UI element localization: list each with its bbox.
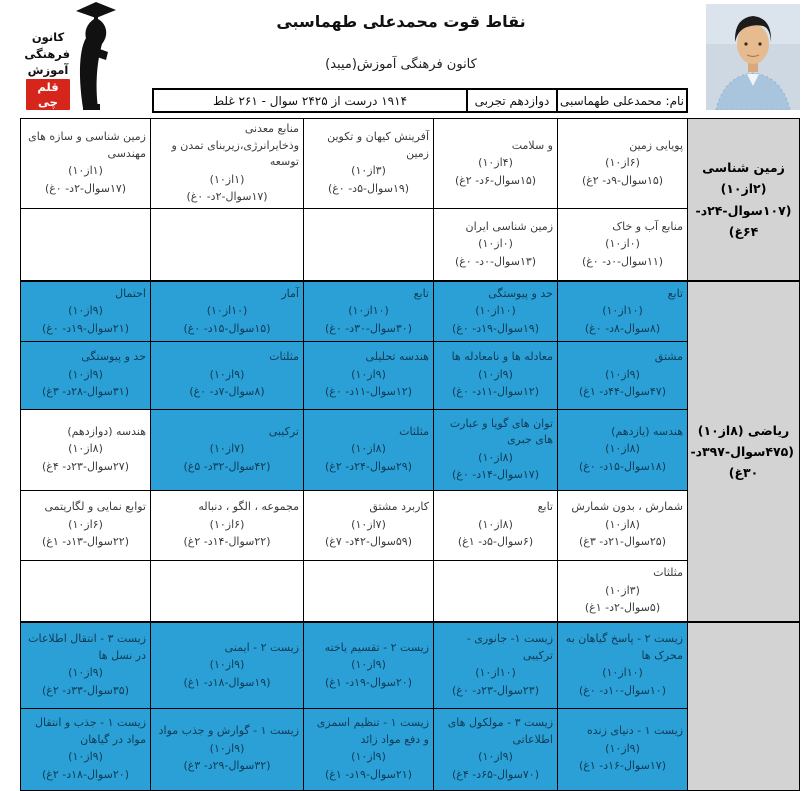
topic-detail: (۱۵سوال-۶د- ۲غ) — [454, 173, 537, 187]
table-row — [21, 622, 800, 708]
empty-cell — [151, 560, 304, 622]
topic-score: (۸از۱۰) — [68, 442, 103, 456]
topic-title: مشتق — [654, 350, 683, 364]
page-title: نقاط قوت محمدعلی طهماسبی — [276, 12, 526, 31]
topic-title: مثلثات — [653, 566, 683, 580]
topic-cell — [21, 490, 151, 560]
topic-detail: (۲۱سوال-۱۹د- ۰غ) — [41, 321, 130, 335]
topic-title: هندسه (دوازدهم) — [67, 424, 146, 438]
topic-cell — [21, 119, 151, 209]
topic-title: زیست ۲ - پاسخ گیاهان به محرک ها — [565, 632, 683, 662]
topic-score: (۱۰از۱۰) — [475, 666, 516, 680]
topic-score: (۹از۱۰) — [478, 367, 513, 381]
topic-score: (۱۰از۱۰) — [348, 304, 389, 318]
topic-cell — [434, 119, 558, 209]
topic-detail: (۱۹سوال-۱۸د- ۱غ) — [183, 675, 271, 689]
topic-score: (۸از۱۰) — [478, 517, 513, 531]
topic-detail: (۲۵سوال-۲۱د- ۳غ) — [578, 535, 667, 549]
empty-cell — [21, 208, 151, 281]
topic-cell — [434, 622, 558, 708]
topic-detail: (۲۹سوال-۲۴د- ۲غ) — [324, 459, 413, 473]
topic-title: شمارش ، بدون شمارش — [571, 500, 683, 514]
topic-score: (۷از۱۰) — [209, 442, 245, 456]
topic-cell — [558, 208, 688, 281]
topic-title: زمین شناسی و سازه های مهندسی — [28, 130, 146, 160]
empty-cell — [151, 208, 304, 281]
topic-cell — [304, 409, 434, 490]
subject-stats: (۱۰۷سوال-۲۴د- ۶۴غ) — [695, 202, 792, 239]
student-info-bar — [152, 88, 688, 113]
topic-cell — [151, 281, 304, 341]
topic-detail: (۷۰سوال-۶۵د- ۴غ) — [451, 767, 540, 781]
topic-title: زیست ۱ - گوارش و جذب مواد — [158, 724, 299, 738]
topic-title: آمار — [281, 286, 299, 300]
topic-title: هندسه (یازدهم) — [611, 424, 683, 438]
subject-label: زمین شناسی (۲از۱۰) — [702, 160, 785, 197]
topic-detail: (۸سوال-۷د- ۰غ) — [189, 385, 265, 399]
empty-cell — [21, 560, 151, 622]
topic-cell — [558, 341, 688, 409]
topic-cell — [21, 341, 151, 409]
topic-cell — [21, 281, 151, 341]
topic-score: (۹از۱۰) — [209, 367, 245, 381]
topic-score: (۹از۱۰) — [68, 304, 103, 318]
topic-cell — [151, 490, 304, 560]
topic-detail: (۱۹سوال-۱۹د- ۰غ) — [451, 321, 540, 335]
logo-word-ghalamchi: قلم چی — [26, 79, 70, 110]
topic-cell — [434, 208, 558, 281]
topic-title: و سلامت — [511, 138, 553, 152]
empty-cell — [304, 208, 434, 281]
topic-detail: (۳۰سوال-۳۰د- ۰غ) — [324, 321, 413, 335]
table-row — [21, 409, 800, 490]
topic-score: (۳از۱۰) — [605, 583, 640, 597]
topic-detail: (۵۹سوال-۴۲د- ۷غ) — [324, 535, 413, 549]
topic-cell — [304, 119, 434, 209]
topic-detail: (۱۵سوال-۱۵د- ۰غ) — [183, 321, 271, 335]
topic-detail: (۱۷سوال-۲د- ۰غ) — [44, 181, 127, 195]
topic-cell — [558, 490, 688, 560]
table-row — [21, 490, 800, 560]
topic-cell — [21, 708, 151, 790]
topic-score: (۸از۱۰) — [478, 450, 513, 464]
topic-title: حد و پیوستگی — [488, 286, 553, 300]
topic-cell — [304, 708, 434, 790]
topic-title: تابع — [537, 500, 553, 514]
topic-detail: (۱۲سوال-۱۱د- ۰غ) — [451, 385, 540, 399]
topic-title: منابع آب و خاک — [612, 219, 683, 233]
subject-label-cell — [688, 119, 800, 282]
topic-score: (۴از۱۰) — [478, 156, 513, 169]
logo-word-farhangi: فرهنگی — [24, 46, 70, 61]
table-row — [21, 281, 800, 341]
topic-detail: (۱۷سوال-۲د- ۰غ) — [186, 190, 268, 204]
topic-cell — [434, 281, 558, 341]
topic-title: زیست ۱ - تنظیم اسمزی و دفع مواد زائد — [316, 716, 429, 746]
topic-title: ترکیبی — [268, 424, 299, 438]
topic-score: (۹از۱۰) — [68, 750, 103, 764]
table-row — [21, 341, 800, 409]
topic-score: (۹از۱۰) — [605, 367, 640, 381]
empty-cell — [304, 560, 434, 622]
subject-stats: (۴۷۵سوال-۳۹۷د- ۳۰غ) — [690, 444, 794, 481]
topic-title: زیست ۲ - ایمنی — [224, 640, 299, 654]
topic-score: (۷از۱۰) — [351, 517, 386, 531]
topic-score: (۶از۱۰) — [209, 517, 245, 531]
topic-title: زیست ۱- جانوری - ترکیبی — [466, 632, 553, 662]
topic-title: پویایی زمین — [629, 138, 683, 152]
topic-cell — [434, 708, 558, 790]
topic-detail: (۲۰سوال-۱۸د- ۲غ) — [41, 767, 130, 781]
topic-score: (۹از۱۰) — [605, 741, 640, 755]
topic-cell — [151, 622, 304, 708]
topic-cell — [151, 409, 304, 490]
topic-detail: (۱۵سوال-۹د- ۲غ) — [581, 173, 664, 187]
subject-label: ریاضی (۸از۱۰) — [697, 422, 790, 438]
topic-detail: (۳۱سوال-۲۸د- ۳غ) — [41, 385, 130, 399]
topic-detail: (۲۰سوال-۱۹د- ۱غ) — [324, 675, 413, 689]
topic-cell — [21, 409, 151, 490]
table-row — [21, 560, 800, 622]
topic-title: توان های گویا و عبارت های جبری — [449, 416, 553, 447]
topic-detail: (۲۲سوال-۱۴د- ۲غ) — [183, 535, 271, 549]
topic-score: (۰از۱۰) — [605, 237, 640, 251]
student-photo — [706, 4, 800, 110]
topic-cell — [304, 281, 434, 341]
topic-detail: (۱۷سوال-۱۶د- ۱غ) — [578, 759, 667, 773]
topic-cell — [558, 119, 688, 209]
topic-score: (۹از۱۰) — [478, 750, 513, 764]
graduate-figure-icon — [70, 0, 118, 112]
topic-cell — [304, 341, 434, 409]
topic-detail: (۸سوال-۸د- ۰غ) — [584, 321, 661, 335]
topic-title: مثلثات — [269, 350, 299, 364]
topic-title: کاربرد مشتق — [369, 500, 429, 514]
topic-title: مجموعه ، الگو ، دنباله — [198, 500, 299, 514]
topic-title: احتمال — [115, 286, 146, 300]
topic-detail: (۲۳سوال-۲۳د- ۰غ) — [451, 683, 540, 697]
topic-cell — [21, 622, 151, 708]
topic-title: زیست ۱ - دنیای زنده — [586, 724, 683, 738]
subject-band — [21, 281, 800, 622]
table-row — [21, 208, 800, 281]
topic-cell — [434, 490, 558, 560]
topic-score: (۱۰از۱۰) — [602, 304, 643, 318]
topic-detail: (۳۲سوال-۲۹د- ۳غ) — [183, 759, 271, 773]
topic-score: (۱۰از۱۰) — [602, 666, 643, 680]
topic-detail: (۲۷سوال-۲۳د- ۴غ) — [41, 459, 130, 473]
subject-label-cell — [688, 622, 800, 790]
topic-title: معادله ها و نامعادله ها — [451, 350, 553, 364]
topic-score: (۶از۱۰) — [68, 517, 103, 531]
topic-title: هندسه تحلیلی — [365, 350, 429, 364]
topic-score: (۶از۱۰) — [605, 156, 640, 169]
logo-word-amoozesh: آموزش — [27, 62, 69, 77]
topic-detail: (۱۱سوال-۰د- ۰غ) — [581, 254, 664, 268]
empty-cell — [434, 560, 558, 622]
topic-title: منابع معدنی وذخایرانرژی،زیربنای تمدن و توسعه — [171, 122, 299, 168]
topic-score: (۹از۱۰) — [351, 658, 386, 672]
topic-title: حد و پیوستگی — [81, 350, 146, 364]
topic-cell — [151, 708, 304, 790]
topic-score: (۹از۱۰) — [351, 367, 386, 381]
subject-label-cell — [688, 281, 800, 622]
topic-score: (۰از۱۰) — [478, 237, 513, 251]
topic-cell — [304, 622, 434, 708]
topic-cell — [558, 409, 688, 490]
student-name: نام: محمدعلی طهماسبی — [560, 93, 684, 108]
topic-detail: (۱۹سوال-۵د- ۰غ) — [327, 181, 410, 195]
topic-score: (۱۰از۱۰) — [206, 304, 248, 318]
student-total-score: ۱۹۱۴ درست از ۲۴۲۵ سوال - ۲۶۱ غلط — [154, 90, 468, 111]
topic-cell — [558, 560, 688, 622]
topic-detail: (۱۳سوال-۰د- ۰غ) — [454, 254, 537, 268]
topic-detail: (۲۱سوال-۱۹د- ۱غ) — [324, 767, 413, 781]
topic-cell — [151, 341, 304, 409]
logo-wordmark — [26, 0, 70, 112]
topic-score: (۹از۱۰) — [68, 367, 103, 381]
table-row — [21, 119, 800, 209]
topic-detail: (۲۲سوال-۱۳د- ۱غ) — [41, 535, 130, 549]
topic-cell — [151, 119, 304, 209]
student-grade: دوازدهم تجربی — [468, 90, 558, 111]
subject-band — [21, 622, 800, 790]
topic-cell — [558, 622, 688, 708]
topic-score: (۹از۱۰) — [209, 658, 245, 672]
topic-score: (۹از۱۰) — [351, 750, 386, 764]
topic-title: زیست ۳ - مولکول های اطلاعاتی — [447, 716, 553, 746]
topic-detail: (۶سوال-۵د- ۱غ) — [457, 535, 534, 549]
topic-cell — [558, 281, 688, 341]
topic-score: (۱از۱۰) — [68, 164, 103, 178]
topic-title: زیست ۲ - تقسیم یاخته — [324, 640, 429, 654]
topic-detail: (۵سوال-۲د- ۱غ) — [584, 601, 661, 615]
topic-title: زیست ۱ - جذب و انتقال مواد در گیاهان — [35, 716, 146, 746]
topic-score: (۹از۱۰) — [209, 741, 245, 755]
topic-title: توابع نمایی و لگاریتمی — [44, 500, 146, 514]
logo-word-kanoon: کانون — [31, 30, 65, 45]
topic-score: (۸از۱۰) — [605, 517, 640, 531]
topic-score: (۹از۱۰) — [68, 666, 103, 680]
topic-detail: (۱۰سوال-۱۰د- ۰غ) — [578, 683, 667, 697]
topic-detail: (۴۲سوال-۳۲د- ۵غ) — [183, 459, 271, 473]
topic-title: آفرینش کیهان و تکوین زمین — [327, 130, 429, 160]
topic-cell — [434, 409, 558, 490]
topic-title: تابع — [413, 286, 429, 300]
topic-detail: (۱۷سوال-۱۴د- ۰غ) — [451, 468, 540, 482]
topic-cell — [558, 708, 688, 790]
strengths-table — [20, 118, 800, 791]
table-row — [21, 708, 800, 790]
topic-score: (۳از۱۰) — [351, 164, 386, 178]
topic-cell — [304, 490, 434, 560]
page-subtitle: کانون فرهنگی آموزش(میبد) — [325, 57, 477, 72]
topic-detail: (۱۲سوال-۱۱د- ۰غ) — [324, 385, 413, 399]
topic-detail: (۱۸سوال-۱۵د- ۰غ) — [578, 459, 667, 473]
topic-detail: (۳۵سوال-۳۳د- ۲غ) — [41, 683, 130, 697]
topic-title: زیست ۳ - انتقال اطلاعات در نسل ها — [28, 632, 146, 662]
topic-score: (۸از۱۰) — [351, 442, 386, 456]
topic-cell — [434, 341, 558, 409]
kanoon-logo — [26, 0, 118, 112]
topic-title: مثلثات — [399, 424, 429, 438]
topic-title: تابع — [667, 286, 683, 300]
topic-score: (۱از۱۰) — [209, 172, 245, 186]
topic-score: (۸از۱۰) — [605, 442, 640, 456]
topic-title: زمین شناسی ایران — [465, 219, 553, 233]
topic-score: (۱۰از۱۰) — [475, 304, 516, 318]
topic-detail: (۴۷سوال-۴۴د- ۱غ) — [578, 385, 667, 399]
subject-band — [21, 119, 800, 282]
